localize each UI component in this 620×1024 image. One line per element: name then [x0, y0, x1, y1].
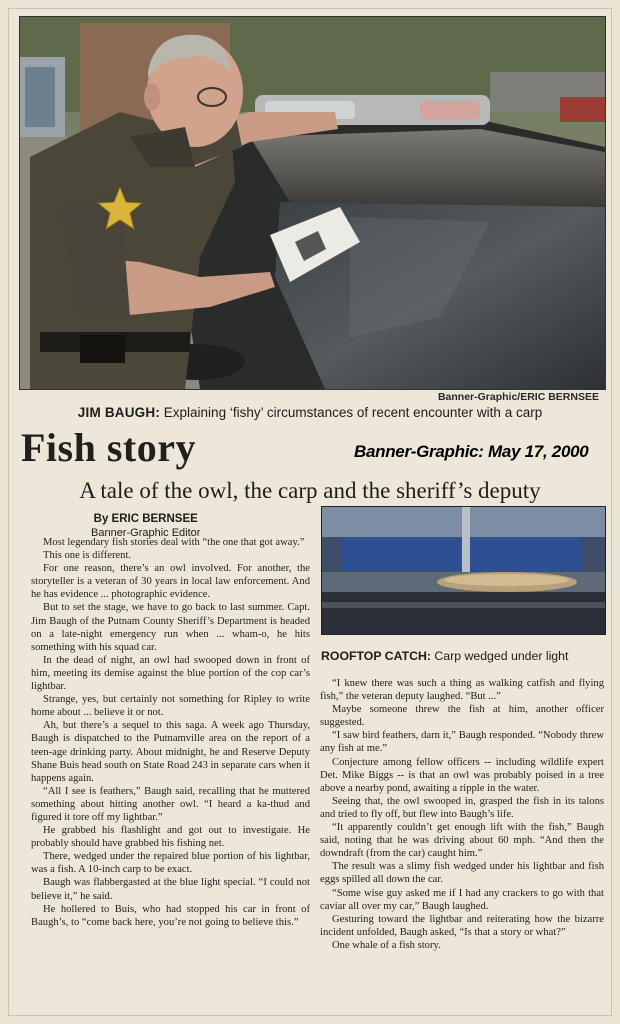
main-photo [19, 16, 606, 390]
inset-caption-lead: ROOFTOP CATCH: [321, 649, 431, 663]
paragraph: Gesturing toward the lightbar and reiterating how the bizarre incident unfolded, Baugh asked, “Is that a story or what?” [320, 913, 604, 938]
inset-photo-caption [321, 649, 568, 663]
headline: Fish story [21, 425, 196, 470]
byline-author: By ERIC BERNSEE [93, 513, 198, 525]
carp-on-lightbar-illustration [322, 507, 605, 634]
paragraph: He grabbed his flashlight and got out to investigate. He probably should have grabbed his fishing net. [31, 825, 310, 850]
subheadline: A tale of the owl, the carp and the sheriff’s deputy [79, 478, 541, 503]
paragraph: The result was a slimy fish wedged under his lightbar and fish eggs spilled all down the car. [320, 861, 604, 886]
paragraph: There, wedged under the repaired blue portion of his lightbar, was a fish. A 10-inch carp to be exact. [31, 851, 310, 876]
paragraph: But to set the stage, we have to go back to last summer. Capt. Jim Baugh of the Putnam County Sheriff’s Department is headed on a late-night emergency run when ... wham-o, he hits something with his squad car. [31, 602, 310, 653]
article-left-column [31, 536, 310, 929]
paragraph: “I saw bird feathers, darn it,” Baugh responded. “Nobody threw any fish at me.” [320, 730, 604, 755]
newspaper-clipping [8, 8, 612, 1016]
dateline: Banner-Graphic: May 17, 2000 [354, 442, 589, 461]
photo-credit: Banner-Graphic/ERIC BERNSEE [437, 391, 599, 403]
paragraph: One whale of a fish story. [332, 939, 441, 951]
paragraph: “I knew there was such a thing as walking catfish and flying fish,” the veteran deputy laughed. “But ...” [320, 678, 604, 703]
main-caption-text: Explaining ‘fishy’ circumstances of recent encounter with a carp [160, 405, 543, 420]
paragraph: In the dead of night, an owl had swooped down in front of him, meeting its demise against the blue portion of the cop car’s lightbar. [31, 654, 310, 693]
paragraph: For one reason, there’s an owl involved. For another, the storyteller is a veteran of 30 years in local law enforcement. And he has evidence ... photographic evidence. [31, 563, 310, 601]
paragraph: He hollered to Buis, who had stopped his car in front of Baugh’s, to “come back here, you’re not going to believe this.” [31, 903, 310, 928]
inset-photo [321, 506, 606, 635]
paragraph: “All I see is feathers,” Baugh said, recalling that he muttered something about hitting another owl. “I heard a ka-thud and figured it tore off my lightbar.” [31, 785, 310, 823]
byline-title: Banner-Graphic Editor [91, 527, 201, 539]
paragraph: This one is different. [43, 550, 132, 562]
inset-caption-text: Carp wedged under light [431, 649, 569, 663]
paragraph: Ah, but there’s a sequel to this saga. A week ago Thursday, Baugh is dispatched to the Putnamville area on the report of a teen-age drinking party. About midnight, he and Reserve Deputy Shane Buis head south on State Road 243 in separate cars when it happens again. [31, 720, 310, 784]
paragraph: Baugh was flabbergasted at the blue light special. “I could not believe it,” he said. [31, 877, 310, 902]
paragraph: “It apparently couldn’t get enough lift with the fish,” Baugh said, noting that he was driving about 60 mph. “And then the downdraft (from the car) caught him.” [320, 822, 604, 860]
paragraph: Conjecture among fellow officers -- including wildlife expert Det. Mike Biggs -- is that an owl was probably poised in a tree above a nearby pond, awaiting a ripple in the water. [320, 756, 604, 794]
paragraph: Most legendary fish stories deal with “the one that got away.” [43, 537, 305, 548]
paragraph: Seeing that, the owl swooped in, grasped the fish in its talons and tried to fly off, but flew into Baugh’s life. [320, 795, 604, 820]
main-photo-caption [9, 405, 611, 420]
paragraph: Strange, yes, but certainly not something for Ripley to write home about ... believe it or not. [31, 694, 310, 719]
paragraph: Maybe someone threw the fish at him, another officer suggested. [320, 704, 604, 729]
article-right-column [320, 677, 604, 952]
main-caption-lead: JIM BAUGH: [77, 405, 161, 420]
deputy-at-squad-car-illustration [20, 17, 605, 389]
paragraph: “Some wise guy asked me if I had any crackers to go with that caviar all over my car,” Baugh laughed. [320, 887, 604, 912]
